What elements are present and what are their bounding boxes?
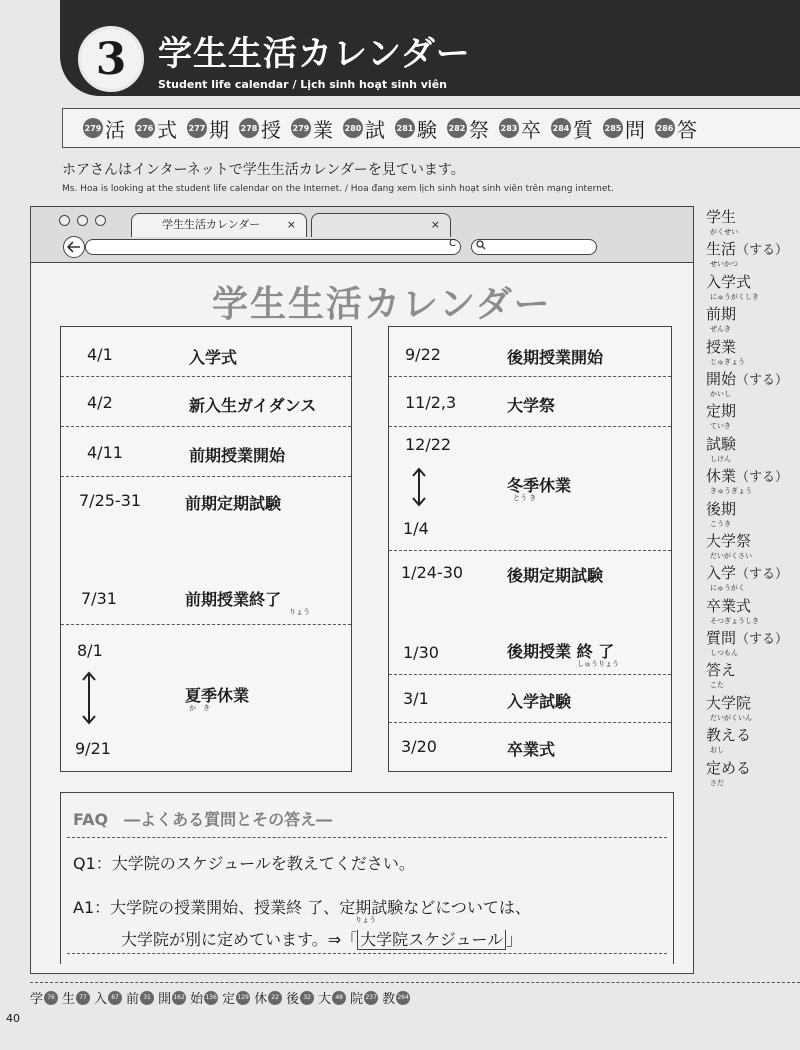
vocab-word: 答え [706,661,737,680]
kanji-review-item [222,988,250,1007]
event-name: 後期授業 終 了 [507,642,615,661]
kanji-char: 試 [365,117,385,142]
kanji-char: 入 [94,992,108,1007]
kanji-item [135,114,177,143]
vocab-reading: かいし [710,389,731,398]
vocab-item [706,336,800,368]
vocab-reading: だいがくいん [710,713,752,722]
vocab-suffix: （する） [736,243,789,259]
faq-section [60,792,674,964]
event-name: 新入生ガイダンス [189,396,317,415]
vocab-word: 入学 [706,564,737,583]
vocab-word: 授業 [706,337,737,356]
vocab-item [706,627,800,659]
vocab-item [706,530,800,562]
vocab-reading: こた [710,681,724,690]
calendar-title: 学生生活カレンダー [212,284,552,325]
browser-toolbar [31,207,693,263]
vocab-reading: きゅうぎょう [710,487,752,496]
vocab-suffix: （する） [736,470,789,486]
event-name: 前期授業開始 [189,446,286,465]
kanji-char: 始 [190,992,204,1007]
kanji-review-item [158,988,186,1007]
vocab-word: 前期 [706,305,737,324]
kanji-number-badge: 32 [300,991,314,1005]
vocab-word: 入学式 [706,272,752,291]
kanji-char: 後 [286,992,300,1007]
faq-answer-text: 大学院が別に定めています。⇒「 [121,930,358,949]
kanji-number-badge: 278 [239,118,259,138]
kanji-number-badge: 77 [76,991,90,1005]
kanji-review-item [94,988,122,1007]
vocab-reading: そつぎょうしき [710,616,759,625]
faq-answer-close: 」 [506,930,523,949]
event-name: 前期授業終了 [185,590,282,609]
kanji-number-badge: 285 [603,118,623,138]
lesson-number: 3 [95,33,127,85]
list-item [61,327,351,377]
ruby-reading: とう き [513,494,537,502]
lesson-subtitle: Student life calendar / Lịch sinh hoạt sinh viên [158,78,447,91]
kanji-char: 生 [62,992,76,1007]
event-name: 前期定期試験 [185,494,282,513]
vocab-word: 大学祭 [706,531,752,550]
kanji-review-strip [30,988,414,1007]
vocab-item [706,595,800,627]
event-date: 8/1 [77,641,103,660]
address-bar[interactable] [85,239,461,255]
window-close-dot-icon[interactable] [59,215,70,226]
intro-english: Ms. Hoa is looking at the student life calendar on the Internet. / Hoa đang xem lịch sinh hoạt sinh viên trên mạng internet. [62,184,614,194]
search-icon [476,240,486,250]
vocab-item [706,498,800,530]
kanji-char: 教 [382,992,396,1007]
event-date: 7/25-31 [79,491,142,510]
kanji-number-badge: 277 [187,118,207,138]
kanji-number-badge: 237 [364,991,378,1005]
vocab-reading: さだ [710,778,724,787]
vocab-word: 開始 [706,369,737,388]
vocab-item [706,433,800,465]
ruby-reading: しゅうりょう [577,660,619,668]
kanji-char: 問 [625,117,645,142]
kanji-number-badge: 67 [108,991,122,1005]
kanji-char: 開 [158,992,172,1007]
vocab-item [706,724,800,756]
divider [67,837,667,838]
kanji-char: 答 [677,117,697,142]
vocab-word: 定める [706,758,752,777]
kanji-review-item [30,988,58,1007]
event-date: 3/1 [403,689,429,708]
vocab-word: 学生 [706,208,737,226]
kanji-char: 業 [313,117,333,142]
tab-student-calendar[interactable] [131,213,307,237]
vocab-word: 卒業式 [706,596,752,615]
event-date: 1/24-30 [401,563,464,582]
event-date: 7/31 [81,589,117,608]
event-date: 9/21 [75,739,111,758]
event-name: 入学試験 [507,692,572,711]
window-maximize-dot-icon[interactable] [95,215,106,226]
vocab-item [706,659,800,691]
event-date: 9/22 [405,345,441,364]
kanji-review-item [62,988,90,1007]
kanji-item [343,114,385,143]
vocab-item [706,465,800,497]
double-arrow-icon [79,671,99,725]
kanji-number-badge: 279 [83,118,103,138]
kanji-number-badge: 284 [551,118,571,138]
vocab-item [706,238,800,270]
list-item [61,427,351,477]
vocab-word: 後期 [706,499,737,518]
tab-empty[interactable] [311,213,451,237]
event-date: 12/22 [405,435,452,454]
search-input[interactable] [471,239,597,255]
vocab-item [706,303,800,335]
event-date: 1/4 [403,519,429,538]
kanji-number-badge: 76 [44,991,58,1005]
kanji-number-badge: 22 [268,991,282,1005]
kanji-number-badge: 31 [140,991,154,1005]
vocab-word: 大学院 [706,693,752,712]
event-date: 3/20 [401,737,437,756]
vocab-reading: こうき [710,519,731,528]
list-item [389,723,671,773]
kanji-char: 学 [30,992,44,1007]
vocab-reading: おし [710,746,724,755]
vocab-reading: にゅうがく [710,584,745,593]
kanji-number-badge: 283 [499,118,519,138]
back-arrow-icon[interactable] [63,236,85,258]
kanji-review-item [382,988,410,1007]
kanji-char: 祭 [469,117,489,142]
kanji-number-badge: 162 [172,991,186,1005]
kanji-number-badge: 280 [343,118,363,138]
vocab-reading: がくせい [710,228,738,236]
event-name: 夏季休業 [185,686,250,705]
kanji-strip [62,108,800,148]
kanji-char: 前 [126,992,140,1007]
reload-icon[interactable]: C [449,238,456,249]
kanji-review-item [318,988,346,1007]
vocabulary-list [706,206,800,789]
vocab-reading: ぜんき [710,325,731,334]
ruby-reading: か き [189,704,210,712]
kanji-number-badge: 48 [332,991,346,1005]
kanji-char: 院 [350,992,364,1007]
list-item [389,551,671,675]
kanji-review-item [286,988,314,1007]
vocab-word: 教える [706,726,752,745]
tab-label: 学生生活カレンダー [162,218,261,231]
vocab-item [706,368,800,400]
vocab-suffix: （する） [736,567,789,583]
kanji-number-badge: 136 [204,991,218,1005]
list-item [389,427,671,551]
kanji-item [291,114,333,143]
kanji-number-badge: 286 [655,118,675,138]
event-name: 後期授業開始 [507,348,604,367]
vocab-reading: じゅぎょう [710,357,745,366]
event-date: 11/2,3 [405,393,457,412]
graduate-schedule-link[interactable]: 大学院スケジュール [357,930,506,950]
event-date: 4/1 [87,345,113,364]
kanji-item [395,114,437,143]
kanji-review-item [350,988,378,1007]
vocab-reading: しつもん [710,649,738,658]
kanji-number-badge: 129 [236,991,250,1005]
kanji-char: 定 [222,992,236,1007]
kanji-item [447,114,489,143]
kanji-item [187,114,229,143]
vocab-reading: にゅうがくしき [710,292,759,301]
kanji-item [239,114,281,143]
kanji-char: 験 [417,117,437,142]
vocab-item [706,757,800,789]
vocab-word: 質問 [706,629,737,648]
vocab-word: 生活 [706,240,737,259]
event-name: 冬季休業 [507,476,572,495]
event-date: 4/11 [87,443,123,462]
vocab-reading: せいかつ [710,260,738,269]
faq-answer-line1: A1：大学院の授業開始、授業終 了、定期試験などについては、 [73,898,531,917]
divider [67,953,667,954]
vocab-reading: だいがくさい [710,551,752,560]
kanji-number-badge: 264 [396,991,410,1005]
faq-answer-line2 [121,927,522,950]
kanji-char: 大 [318,992,332,1007]
kanji-item [603,114,645,143]
kanji-review-item [254,988,282,1007]
lesson-number-badge [74,22,148,96]
vocab-suffix: （する） [736,372,789,388]
vocab-item [706,271,800,303]
tab-close-icon[interactable]: × [430,218,440,231]
vocab-item [706,692,800,724]
vocab-suffix: （する） [736,632,789,648]
list-item [389,675,671,723]
kanji-number-badge: 276 [135,118,155,138]
tab-close-icon[interactable]: × [286,218,296,231]
window-minimize-dot-icon[interactable] [77,215,88,226]
kanji-review-item [190,988,218,1007]
kanji-item [83,114,125,143]
event-date: 4/2 [87,393,113,412]
kanji-number-badge: 281 [395,118,415,138]
event-name: 後期定期試験 [507,566,604,585]
kanji-char: 休 [254,992,268,1007]
event-name: 大学祭 [507,396,556,415]
list-item [61,625,351,773]
vocab-item [706,400,800,432]
event-name: 卒業式 [507,740,556,759]
faq-title: FAQ ―よくある質問とその答え― [73,810,333,829]
vocab-item [706,206,800,238]
list-item [61,477,351,625]
kanji-item [499,114,541,143]
intro-japanese: ホアさんはインターネットで学生生活カレンダーを見ています。 [62,162,465,178]
kanji-item [655,114,697,143]
list-item [389,377,671,427]
calendar-right-box [388,326,672,772]
vocab-item [706,562,800,594]
divider [30,982,800,983]
vocab-word: 定期 [706,402,737,421]
list-item [389,327,671,377]
calendar-left-box [60,326,352,772]
event-date: 1/30 [403,643,439,662]
kanji-char: 質 [573,117,593,142]
ruby-reading: りょう [355,916,376,924]
kanji-number-badge: 282 [447,118,467,138]
vocab-reading: ていき [710,422,731,431]
kanji-review-item [126,988,154,1007]
faq-question: Q1：大学院のスケジュールを教えてください。 [73,854,415,873]
list-item [61,377,351,427]
page-number: 40 [6,1012,20,1025]
ruby-reading: りょう [289,608,310,616]
kanji-char: 卒 [521,117,541,142]
event-name: 入学式 [189,348,238,367]
vocab-word: 休業 [706,467,737,486]
kanji-char: 期 [209,117,229,142]
kanji-char: 授 [261,117,281,142]
kanji-item [551,114,593,143]
vocab-word: 試験 [706,434,737,453]
vocab-reading: しけん [710,454,731,463]
double-arrow-icon [409,467,429,507]
kanji-char: 活 [105,117,125,142]
kanji-char: 式 [157,117,177,142]
lesson-title: 学生生活カレンダー [158,34,471,74]
kanji-number-badge: 279 [291,118,311,138]
